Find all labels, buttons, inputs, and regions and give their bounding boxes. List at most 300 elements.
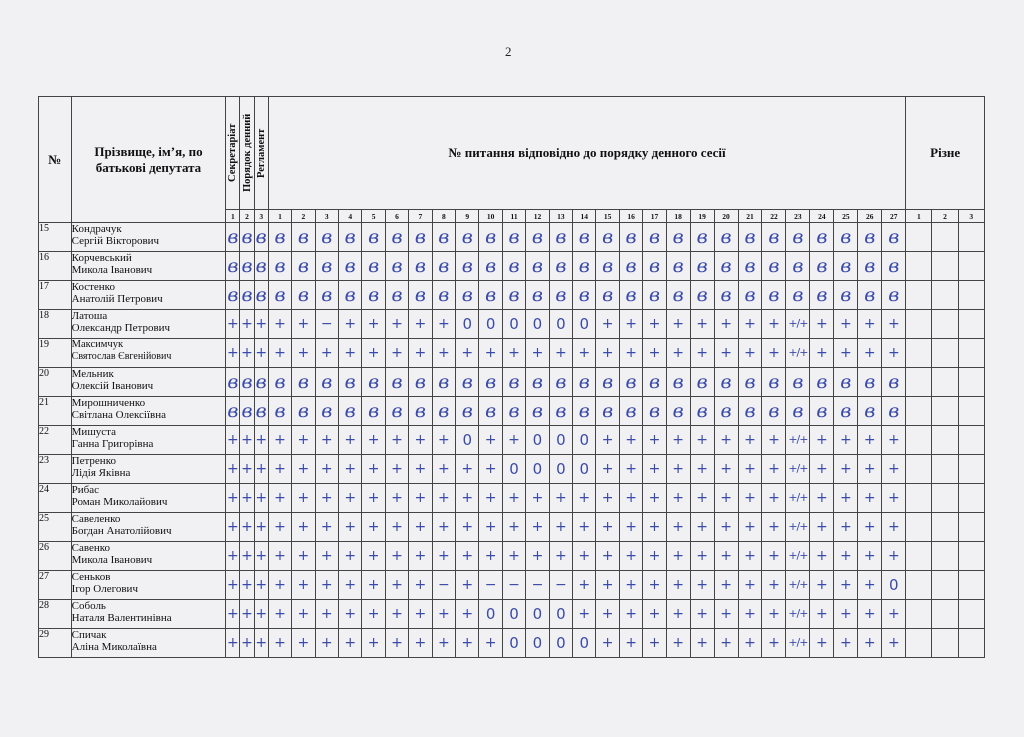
vote-mark: +/+ <box>786 629 810 658</box>
vote-mark <box>958 455 984 484</box>
deputy-given-names: Роман Миколайович <box>71 496 168 508</box>
col-issue-19: 19 <box>690 210 714 223</box>
vote-mark: в <box>810 223 834 252</box>
vote-mark <box>906 252 932 281</box>
vote-mark: в <box>834 223 858 252</box>
vote-mark: в <box>254 252 268 281</box>
vote-mark <box>958 397 984 426</box>
col-misc-3: 3 <box>958 210 984 223</box>
vote-mark: в <box>226 223 240 252</box>
vote-mark: + <box>738 629 762 658</box>
vote-mark: + <box>834 629 858 658</box>
vote-mark: 0 <box>479 600 502 629</box>
vote-mark: + <box>315 571 338 600</box>
vote-mark <box>958 310 984 339</box>
vote-mark: в <box>882 223 906 252</box>
vote-mark: + <box>882 455 906 484</box>
vote-mark: + <box>254 455 268 484</box>
vote-mark: в <box>549 281 572 310</box>
vote-mark: в <box>690 223 714 252</box>
vote-mark: + <box>456 629 479 658</box>
vote-mark: в <box>549 368 572 397</box>
vote-mark: в <box>526 397 549 426</box>
vote-mark: в <box>338 368 361 397</box>
vote-mark: + <box>714 339 738 368</box>
row-number: 26 <box>39 542 72 571</box>
vote-mark: в <box>362 368 385 397</box>
vote-mark: в <box>362 397 385 426</box>
vote-mark: + <box>573 513 596 542</box>
vote-mark: + <box>643 455 666 484</box>
vote-mark: 0 <box>526 426 549 455</box>
vote-mark <box>906 513 932 542</box>
vote-mark: в <box>385 368 408 397</box>
vote-mark: + <box>362 571 385 600</box>
vote-mark: + <box>385 542 408 571</box>
vote-mark: + <box>762 600 786 629</box>
row-number: 18 <box>39 310 72 339</box>
vote-mark: +/+ <box>786 339 810 368</box>
vote-mark: + <box>226 571 240 600</box>
vote-mark: + <box>338 339 361 368</box>
deputy-surname: Савеленко <box>71 513 121 525</box>
vote-mark: + <box>738 571 762 600</box>
vote-mark: + <box>479 455 502 484</box>
col-issue-8: 8 <box>432 210 455 223</box>
vote-mark: + <box>690 571 714 600</box>
vote-mark: 0 <box>526 310 549 339</box>
vote-mark: в <box>858 252 882 281</box>
vote-mark: + <box>714 426 738 455</box>
vote-mark: в <box>738 368 762 397</box>
deputy-given-names: Микола Іванович <box>71 554 153 566</box>
vote-mark: в <box>432 223 455 252</box>
vote-mark <box>932 426 958 455</box>
vote-mark: + <box>254 484 268 513</box>
vote-mark: в <box>315 281 338 310</box>
vote-mark: 0 <box>456 426 479 455</box>
vote-mark: + <box>409 484 432 513</box>
vote-mark: в <box>666 368 690 397</box>
vote-mark: + <box>240 310 254 339</box>
vote-mark: в <box>834 252 858 281</box>
deputy-name <box>71 513 226 542</box>
vote-mark <box>958 542 984 571</box>
vote-mark: в <box>643 281 666 310</box>
deputy-name <box>71 600 226 629</box>
vote-mark: в <box>834 368 858 397</box>
col-issue-15: 15 <box>596 210 619 223</box>
vote-mark: в <box>315 252 338 281</box>
vote-mark: в <box>338 252 361 281</box>
deputy-surname: Кондрачук <box>71 223 122 235</box>
vote-mark: + <box>738 600 762 629</box>
vote-mark: + <box>385 426 408 455</box>
vote-mark: + <box>502 339 525 368</box>
vote-mark <box>906 426 932 455</box>
col-issue-25: 25 <box>834 210 858 223</box>
deputy-name <box>71 339 226 368</box>
vote-mark: + <box>409 542 432 571</box>
deputy-name <box>71 281 226 310</box>
vote-mark: в <box>268 252 291 281</box>
vote-mark: + <box>292 571 315 600</box>
col-issue-2: 2 <box>292 210 315 223</box>
vote-mark: + <box>738 339 762 368</box>
vote-mark: + <box>315 629 338 658</box>
vote-mark <box>958 629 984 658</box>
row-number: 22 <box>39 426 72 455</box>
vote-mark: + <box>690 542 714 571</box>
vote-mark: в <box>385 281 408 310</box>
vote-mark: + <box>573 339 596 368</box>
col-issue-7: 7 <box>409 210 432 223</box>
vote-mark: + <box>619 571 642 600</box>
vote-mark: в <box>619 397 642 426</box>
col-issue-18: 18 <box>666 210 690 223</box>
vote-mark: 0 <box>502 629 525 658</box>
vote-mark <box>932 542 958 571</box>
vote-mark: + <box>479 484 502 513</box>
vote-mark <box>958 223 984 252</box>
vote-mark: + <box>292 310 315 339</box>
vote-mark <box>906 223 932 252</box>
vote-mark: + <box>226 339 240 368</box>
deputy-given-names: Ігор Олегович <box>71 583 138 595</box>
vote-mark: в <box>338 223 361 252</box>
vote-mark: + <box>619 542 642 571</box>
vote-mark: + <box>690 513 714 542</box>
vote-mark: +/+ <box>786 426 810 455</box>
vote-mark: в <box>240 281 254 310</box>
vote-mark <box>906 600 932 629</box>
vote-mark: + <box>362 426 385 455</box>
vote-mark: + <box>643 542 666 571</box>
vote-mark: + <box>738 484 762 513</box>
deputy-given-names: Святослав Євгенійович <box>71 351 172 362</box>
vote-mark: + <box>456 600 479 629</box>
vote-mark: в <box>315 223 338 252</box>
row-number: 15 <box>39 223 72 252</box>
deputy-surname: Спичак <box>71 629 107 641</box>
vote-mark: в <box>385 223 408 252</box>
vote-mark: в <box>786 397 810 426</box>
vote-mark <box>958 513 984 542</box>
vote-mark: + <box>292 629 315 658</box>
vote-mark: + <box>690 629 714 658</box>
vote-mark: + <box>240 513 254 542</box>
vote-mark: + <box>409 426 432 455</box>
row-number: 27 <box>39 571 72 600</box>
deputy-surname: Сеньков <box>71 571 111 583</box>
col-proc-3: 3 <box>254 210 268 223</box>
vote-mark: в <box>549 397 572 426</box>
vote-mark: + <box>738 426 762 455</box>
deputy-name <box>71 368 226 397</box>
deputy-row <box>39 629 985 658</box>
deputy-surname: Петренко <box>71 455 116 467</box>
vote-mark: 0 <box>479 310 502 339</box>
col-issue-24: 24 <box>810 210 834 223</box>
vote-mark: в <box>573 368 596 397</box>
vote-mark: + <box>619 310 642 339</box>
vote-mark: + <box>714 571 738 600</box>
vote-mark: + <box>810 571 834 600</box>
vote-mark: в <box>858 368 882 397</box>
vote-mark: в <box>596 281 619 310</box>
vote-mark: + <box>526 484 549 513</box>
vote-mark: в <box>643 368 666 397</box>
vote-mark: − <box>432 571 455 600</box>
vote-mark: + <box>619 455 642 484</box>
deputy-name <box>71 629 226 658</box>
vote-mark: + <box>526 513 549 542</box>
vote-mark: в <box>292 368 315 397</box>
vote-mark: + <box>834 600 858 629</box>
vote-mark: + <box>409 600 432 629</box>
vote-mark: + <box>338 571 361 600</box>
vote-mark: + <box>573 571 596 600</box>
vote-mark: в <box>738 397 762 426</box>
vote-mark: + <box>240 600 254 629</box>
vote-mark: в <box>502 223 525 252</box>
vote-mark: + <box>409 310 432 339</box>
vote-mark: − <box>315 310 338 339</box>
vote-mark: в <box>268 397 291 426</box>
vote-mark: + <box>254 513 268 542</box>
vote-mark: − <box>502 571 525 600</box>
vote-mark: + <box>479 542 502 571</box>
vote-mark: в <box>385 397 408 426</box>
vote-mark: в <box>666 281 690 310</box>
deputy-row <box>39 252 985 281</box>
vote-mark: в <box>432 368 455 397</box>
vote-mark: в <box>268 223 291 252</box>
vote-mark: + <box>479 513 502 542</box>
vote-mark: в <box>762 223 786 252</box>
vote-mark: +/+ <box>786 484 810 513</box>
vote-mark: в <box>786 252 810 281</box>
vote-mark: + <box>714 310 738 339</box>
vote-mark: + <box>254 571 268 600</box>
vote-mark: в <box>362 281 385 310</box>
vote-mark: + <box>479 339 502 368</box>
vote-mark: в <box>292 223 315 252</box>
vote-mark: в <box>762 397 786 426</box>
vote-mark: в <box>882 252 906 281</box>
vote-mark: + <box>666 484 690 513</box>
vote-mark: в <box>549 223 572 252</box>
vote-mark: + <box>690 426 714 455</box>
row-number: 25 <box>39 513 72 542</box>
row-number: 28 <box>39 600 72 629</box>
col-issue-14: 14 <box>573 210 596 223</box>
vote-mark: + <box>479 426 502 455</box>
vote-mark: + <box>810 513 834 542</box>
vote-mark <box>906 542 932 571</box>
vote-mark: в <box>409 397 432 426</box>
vote-mark <box>958 339 984 368</box>
deputy-name <box>71 455 226 484</box>
deputy-row <box>39 368 985 397</box>
col-issue-3: 3 <box>315 210 338 223</box>
deputy-given-names: Олександр Петрович <box>71 322 171 334</box>
vote-mark: + <box>338 542 361 571</box>
vote-mark: + <box>385 629 408 658</box>
vote-mark: в <box>526 281 549 310</box>
vote-mark: в <box>526 252 549 281</box>
vote-mark: + <box>738 542 762 571</box>
vote-mark: + <box>643 310 666 339</box>
vote-mark: 0 <box>526 600 549 629</box>
vote-mark <box>906 339 932 368</box>
vote-mark: + <box>643 629 666 658</box>
vote-mark: в <box>409 252 432 281</box>
vote-mark: + <box>338 484 361 513</box>
col-issue-26: 26 <box>858 210 882 223</box>
vote-mark: + <box>240 484 254 513</box>
vote-mark: + <box>385 600 408 629</box>
vote-mark: + <box>714 629 738 658</box>
vote-mark: + <box>643 426 666 455</box>
deputy-row <box>39 513 985 542</box>
vote-mark: + <box>762 339 786 368</box>
vote-mark: + <box>409 513 432 542</box>
vote-mark: в <box>738 281 762 310</box>
vote-mark: + <box>762 513 786 542</box>
col-issue-12: 12 <box>526 210 549 223</box>
vote-mark <box>958 600 984 629</box>
vote-mark: в <box>834 281 858 310</box>
vote-mark: + <box>858 571 882 600</box>
vote-mark: 0 <box>573 426 596 455</box>
vote-mark: в <box>338 397 361 426</box>
vote-mark: + <box>292 513 315 542</box>
vote-mark: в <box>714 252 738 281</box>
vote-mark: + <box>596 629 619 658</box>
vote-mark: в <box>240 397 254 426</box>
vote-mark: в <box>690 368 714 397</box>
vote-mark: в <box>226 397 240 426</box>
deputy-name <box>71 484 226 513</box>
vote-mark: + <box>338 513 361 542</box>
vote-mark: в <box>268 368 291 397</box>
vote-mark: в <box>409 281 432 310</box>
vote-mark: + <box>502 484 525 513</box>
vote-mark: в <box>432 397 455 426</box>
vote-mark: + <box>456 484 479 513</box>
vote-mark: + <box>619 426 642 455</box>
vote-mark: 0 <box>549 310 572 339</box>
vote-mark: + <box>456 455 479 484</box>
vote-mark: + <box>432 310 455 339</box>
vote-mark: + <box>858 339 882 368</box>
header-agenda: Порядок денний <box>240 97 254 210</box>
vote-mark: + <box>432 426 455 455</box>
vote-mark: в <box>714 368 738 397</box>
vote-mark: + <box>432 542 455 571</box>
vote-mark: в <box>362 252 385 281</box>
vote-mark: + <box>315 455 338 484</box>
vote-mark: в <box>619 223 642 252</box>
vote-mark: в <box>479 223 502 252</box>
vote-mark: + <box>240 542 254 571</box>
vote-mark: в <box>858 397 882 426</box>
vote-mark: + <box>666 339 690 368</box>
deputy-row <box>39 310 985 339</box>
vote-mark: + <box>292 455 315 484</box>
header-misc: Різне <box>906 97 985 210</box>
vote-mark <box>932 397 958 426</box>
vote-mark: +/+ <box>786 310 810 339</box>
vote-mark: + <box>690 600 714 629</box>
col-issue-11: 11 <box>502 210 525 223</box>
vote-mark: + <box>619 484 642 513</box>
vote-mark: в <box>432 252 455 281</box>
vote-mark: в <box>409 223 432 252</box>
vote-mark: + <box>882 600 906 629</box>
vote-mark: в <box>666 223 690 252</box>
vote-mark: + <box>362 484 385 513</box>
vote-mark: + <box>643 339 666 368</box>
vote-mark: + <box>834 513 858 542</box>
col-issue-17: 17 <box>643 210 666 223</box>
vote-mark: + <box>338 600 361 629</box>
vote-mark: + <box>268 600 291 629</box>
vote-mark: в <box>643 397 666 426</box>
vote-mark <box>932 223 958 252</box>
vote-mark: в <box>596 223 619 252</box>
deputy-row <box>39 484 985 513</box>
vote-mark: в <box>226 368 240 397</box>
vote-mark: 0 <box>573 310 596 339</box>
vote-mark: + <box>409 455 432 484</box>
vote-mark <box>906 310 932 339</box>
vote-mark: в <box>643 223 666 252</box>
vote-mark: + <box>858 542 882 571</box>
vote-mark: + <box>432 513 455 542</box>
vote-mark: + <box>432 455 455 484</box>
deputy-row <box>39 455 985 484</box>
vote-mark: в <box>292 397 315 426</box>
vote-mark: в <box>714 397 738 426</box>
vote-mark: 0 <box>549 426 572 455</box>
deputy-given-names: Анатолій Петрович <box>71 293 163 305</box>
vote-mark: + <box>315 513 338 542</box>
vote-mark: в <box>502 252 525 281</box>
deputy-surname: Соболь <box>71 600 106 612</box>
vote-mark: в <box>479 252 502 281</box>
vote-mark: в <box>240 252 254 281</box>
vote-mark: в <box>666 252 690 281</box>
vote-mark: + <box>292 484 315 513</box>
vote-mark: 0 <box>882 571 906 600</box>
vote-mark <box>932 455 958 484</box>
vote-mark: + <box>882 484 906 513</box>
vote-mark: + <box>810 455 834 484</box>
vote-mark: + <box>596 484 619 513</box>
deputy-row <box>39 571 985 600</box>
vote-mark: в <box>810 281 834 310</box>
row-number: 21 <box>39 397 72 426</box>
vote-mark: + <box>254 426 268 455</box>
vote-mark: 0 <box>526 629 549 658</box>
deputy-name <box>71 397 226 426</box>
vote-mark: + <box>714 600 738 629</box>
vote-mark: + <box>858 426 882 455</box>
vote-mark: в <box>762 368 786 397</box>
vote-mark: + <box>738 513 762 542</box>
